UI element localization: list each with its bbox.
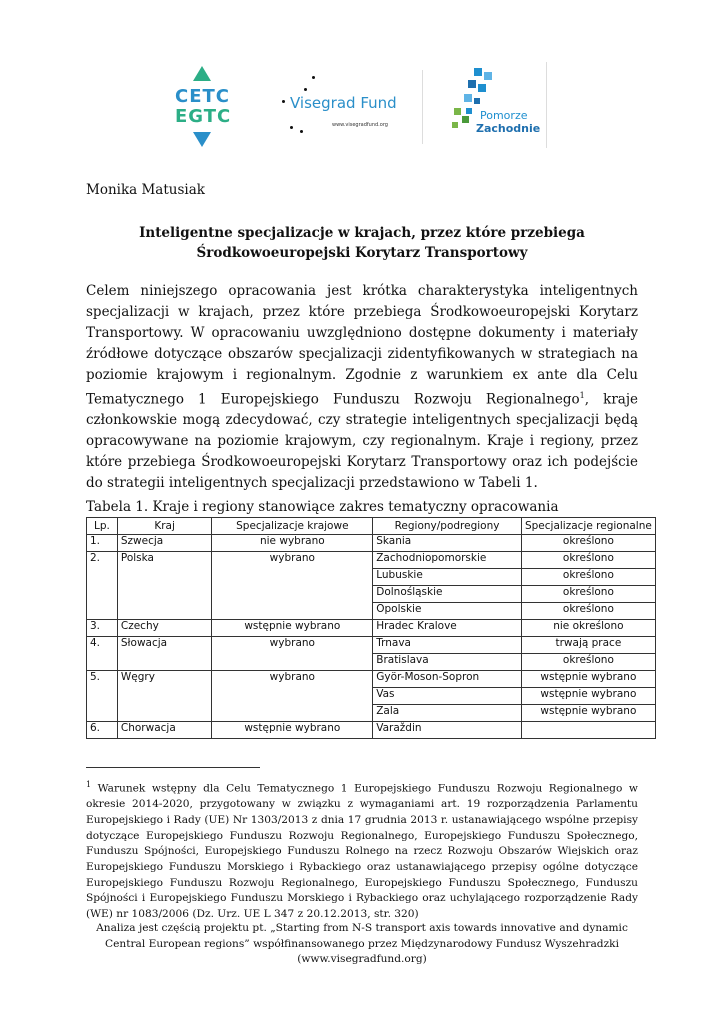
table-row bbox=[87, 586, 656, 603]
cell-region: Hradec Kralove bbox=[373, 620, 522, 637]
cell-spec-regionalne: określono bbox=[521, 535, 655, 552]
cell-spec-regionalne: określono bbox=[521, 654, 655, 671]
cetc-text: CETC bbox=[175, 86, 230, 107]
table-row bbox=[87, 603, 656, 620]
cell-lp: 3. bbox=[87, 620, 118, 637]
cell-spec-krajowe bbox=[212, 586, 373, 603]
table-row bbox=[87, 654, 656, 671]
table-row bbox=[87, 535, 656, 552]
pomorze-zachodnie-logo bbox=[442, 62, 547, 148]
author-name: Monika Matusiak bbox=[86, 182, 205, 198]
cell-kraj bbox=[117, 688, 212, 705]
footer-line: Analiza jest częścią projektu pt. „Starting from N-S transport axis towards innovative and dynamic bbox=[96, 922, 628, 934]
cell-spec-regionalne: określono bbox=[521, 552, 655, 569]
table-row bbox=[87, 552, 656, 569]
footnote-marker: 1 bbox=[86, 780, 92, 789]
cell-spec-krajowe: wstępnie wybrano bbox=[212, 620, 373, 637]
visegrad-fund-url: www.visegradfund.org bbox=[332, 122, 388, 128]
footnote-divider bbox=[86, 767, 260, 768]
cell-spec-regionalne bbox=[521, 722, 655, 739]
intro-paragraph bbox=[86, 281, 638, 494]
cell-lp bbox=[87, 569, 118, 586]
cell-spec-regionalne: wstępnie wybrano bbox=[521, 688, 655, 705]
visegrad-fund-name: Visegrad Fund bbox=[290, 94, 397, 112]
footer-line: Central European regions” współfinansowanego przez Międzynarodowy Fundusz Wyszehradzki bbox=[105, 937, 619, 950]
cell-region: Zachodniopomorskie bbox=[373, 552, 522, 569]
cell-spec-krajowe bbox=[212, 603, 373, 620]
cell-region: Dolnośląskie bbox=[373, 586, 522, 603]
cell-spec-regionalne: trwają prace bbox=[521, 637, 655, 654]
visegrad-fund-logo bbox=[260, 70, 423, 144]
header-spec-krajowe: Specjalizacje krajowe bbox=[212, 518, 373, 535]
footnote-reference[interactable]: 1 bbox=[579, 390, 585, 400]
cell-lp: 1. bbox=[87, 535, 118, 552]
cell-region: Skania bbox=[373, 535, 522, 552]
cell-kraj: Polska bbox=[117, 552, 212, 569]
title-line: Środkowoeuropejski Korytarz Transportowy bbox=[196, 245, 528, 261]
cell-kraj bbox=[117, 586, 212, 603]
cell-spec-krajowe: wstępnie wybrano bbox=[212, 722, 373, 739]
header-kraj: Kraj bbox=[117, 518, 212, 535]
cell-region: Opolskie bbox=[373, 603, 522, 620]
cell-spec-krajowe: nie wybrano bbox=[212, 535, 373, 552]
title-line: Inteligentne specjalizacje w krajach, przez które przebiega bbox=[139, 225, 585, 241]
cell-spec-krajowe: wybrano bbox=[212, 671, 373, 688]
paragraph-text: Celem niniejszego opracowania jest krótka charakterystyka inteligentnych specjalizacji w krajach, przez które przebiega Środkowoeuropejski Korytarz Transportowy. W opracowaniu uwzględniono dostępne dokumenty i materiały źródłowe dotyczące obszarów specjalizacji zidentyfikowanych w strategiach na poziomie krajowym i regionalnym. Zgodnie z warunkiem ex ante dla Celu Tematycznego 1 Europejskiego Funduszu Rozwoju Regionalnego bbox=[86, 283, 638, 408]
cell-kraj: Czechy bbox=[117, 620, 212, 637]
table-row bbox=[87, 688, 656, 705]
vf-dot-icon bbox=[290, 126, 293, 129]
table-row bbox=[87, 637, 656, 654]
cell-lp bbox=[87, 654, 118, 671]
cell-lp bbox=[87, 586, 118, 603]
table-row bbox=[87, 620, 656, 637]
footnote-text: Warunek wstępny dla Celu Tematycznego 1 Europejskiego Funduszu Rozwoju Regionalnego w okresie 2014-2020, przygotowany w związku z wymaganiami art. 19 rozporządzenia Parlamentu Europejskiego i Rady (UE) Nr 1303/2013 z dnia 17 grudnia 2013 r. ustanawiającego wspólne przepisy dotyczące Europejskiego Funduszu Rozwoju Regionalnego, Europejskiego Funduszu Społecznego, Funduszu Spójności, Europejskiego Funduszu Rolnego na rzecz Rozwoju Obszarów Wiejskich oraz Europejskiego Funduszu Morskiego i Rybackiego oraz ustanawiającego przepisy ogólne dotyczące Europejskiego Funduszu Rozwoju Regionalnego, Europejskiego Funduszu Społecznego, Funduszu Spójności i Europejskiego Funduszu Morskiego i Rybackiego oraz uchylającego rozporządzenie Rady (WE) nr 1083/2006 (Dz. Urz. UE L 347 z 20.12.2013, str. 320) bbox=[86, 782, 638, 921]
cell-spec-krajowe: wybrano bbox=[212, 637, 373, 654]
cell-lp bbox=[87, 688, 118, 705]
pomorze-name: Pomorze bbox=[480, 109, 528, 122]
cell-region: Vas bbox=[373, 688, 522, 705]
footer-url[interactable]: (www.visegradfund.org) bbox=[297, 953, 427, 965]
logo-bar bbox=[170, 62, 560, 152]
cell-spec-regionalne: wstępnie wybrano bbox=[521, 671, 655, 688]
cell-kraj bbox=[117, 654, 212, 671]
cell-lp: 4. bbox=[87, 637, 118, 654]
cell-spec-krajowe: wybrano bbox=[212, 552, 373, 569]
cell-spec-krajowe bbox=[212, 654, 373, 671]
cell-kraj: Węgry bbox=[117, 671, 212, 688]
document-title bbox=[86, 223, 638, 263]
cell-kraj: Szwecja bbox=[117, 535, 212, 552]
table-row bbox=[87, 722, 656, 739]
header-lp: Lp. bbox=[87, 518, 118, 535]
vf-dot-icon bbox=[300, 130, 303, 133]
egtc-text: EGTC bbox=[175, 106, 232, 127]
table-header-row bbox=[87, 518, 656, 535]
footnote bbox=[86, 777, 638, 923]
cell-region: Varaždin bbox=[373, 722, 522, 739]
cell-spec-regionalne: określono bbox=[521, 586, 655, 603]
table-caption: Tabela 1. Kraje i regiony stanowiące zakres tematyczny opracowania bbox=[86, 499, 559, 515]
cell-region: Trnava bbox=[373, 637, 522, 654]
paragraph-text: , kraje członkowskie mogą zdecydować, czy strategie inteligentnych specjalizacji będą opracowywane na poziomie krajowym, czy regionalnym. Kraje i regiony, przez które przebiega Środkowoeuropejski Korytarz Transportowy oraz ich podejście do strategii inteligentnych specjalizacji przedstawiono w Tabeli 1. bbox=[86, 391, 638, 491]
cell-spec-regionalne: nie określono bbox=[521, 620, 655, 637]
cell-spec-krajowe bbox=[212, 705, 373, 722]
vf-dot-icon bbox=[282, 100, 285, 103]
cell-region: Bratislava bbox=[373, 654, 522, 671]
cell-lp bbox=[87, 705, 118, 722]
cell-kraj: Słowacja bbox=[117, 637, 212, 654]
cell-kraj bbox=[117, 603, 212, 620]
cell-lp: 6. bbox=[87, 722, 118, 739]
cell-region: Lubuskie bbox=[373, 569, 522, 586]
header-spec-regionalne: Specjalizacje regionalne bbox=[521, 518, 655, 535]
header-regiony: Regiony/podregiony bbox=[373, 518, 522, 535]
cell-spec-regionalne: określono bbox=[521, 569, 655, 586]
table-row bbox=[87, 569, 656, 586]
cell-spec-krajowe bbox=[212, 569, 373, 586]
cell-region: Zala bbox=[373, 705, 522, 722]
table-row bbox=[87, 705, 656, 722]
table-row bbox=[87, 671, 656, 688]
vf-dot-icon bbox=[304, 88, 307, 91]
cetc-egtc-logo bbox=[170, 62, 242, 150]
vf-dot-icon bbox=[312, 76, 315, 79]
cell-spec-regionalne: określono bbox=[521, 603, 655, 620]
regions-table bbox=[86, 517, 656, 739]
zachodnie-name: Zachodnie bbox=[476, 122, 541, 135]
cell-lp: 5. bbox=[87, 671, 118, 688]
cell-lp bbox=[87, 603, 118, 620]
cell-spec-regionalne: wstępnie wybrano bbox=[521, 705, 655, 722]
cell-lp: 2. bbox=[87, 552, 118, 569]
cell-kraj bbox=[117, 705, 212, 722]
cell-kraj: Chorwacja bbox=[117, 722, 212, 739]
page-footer bbox=[86, 921, 638, 968]
cell-kraj bbox=[117, 569, 212, 586]
cell-region: Györ-Moson-Sopron bbox=[373, 671, 522, 688]
cell-spec-krajowe bbox=[212, 688, 373, 705]
